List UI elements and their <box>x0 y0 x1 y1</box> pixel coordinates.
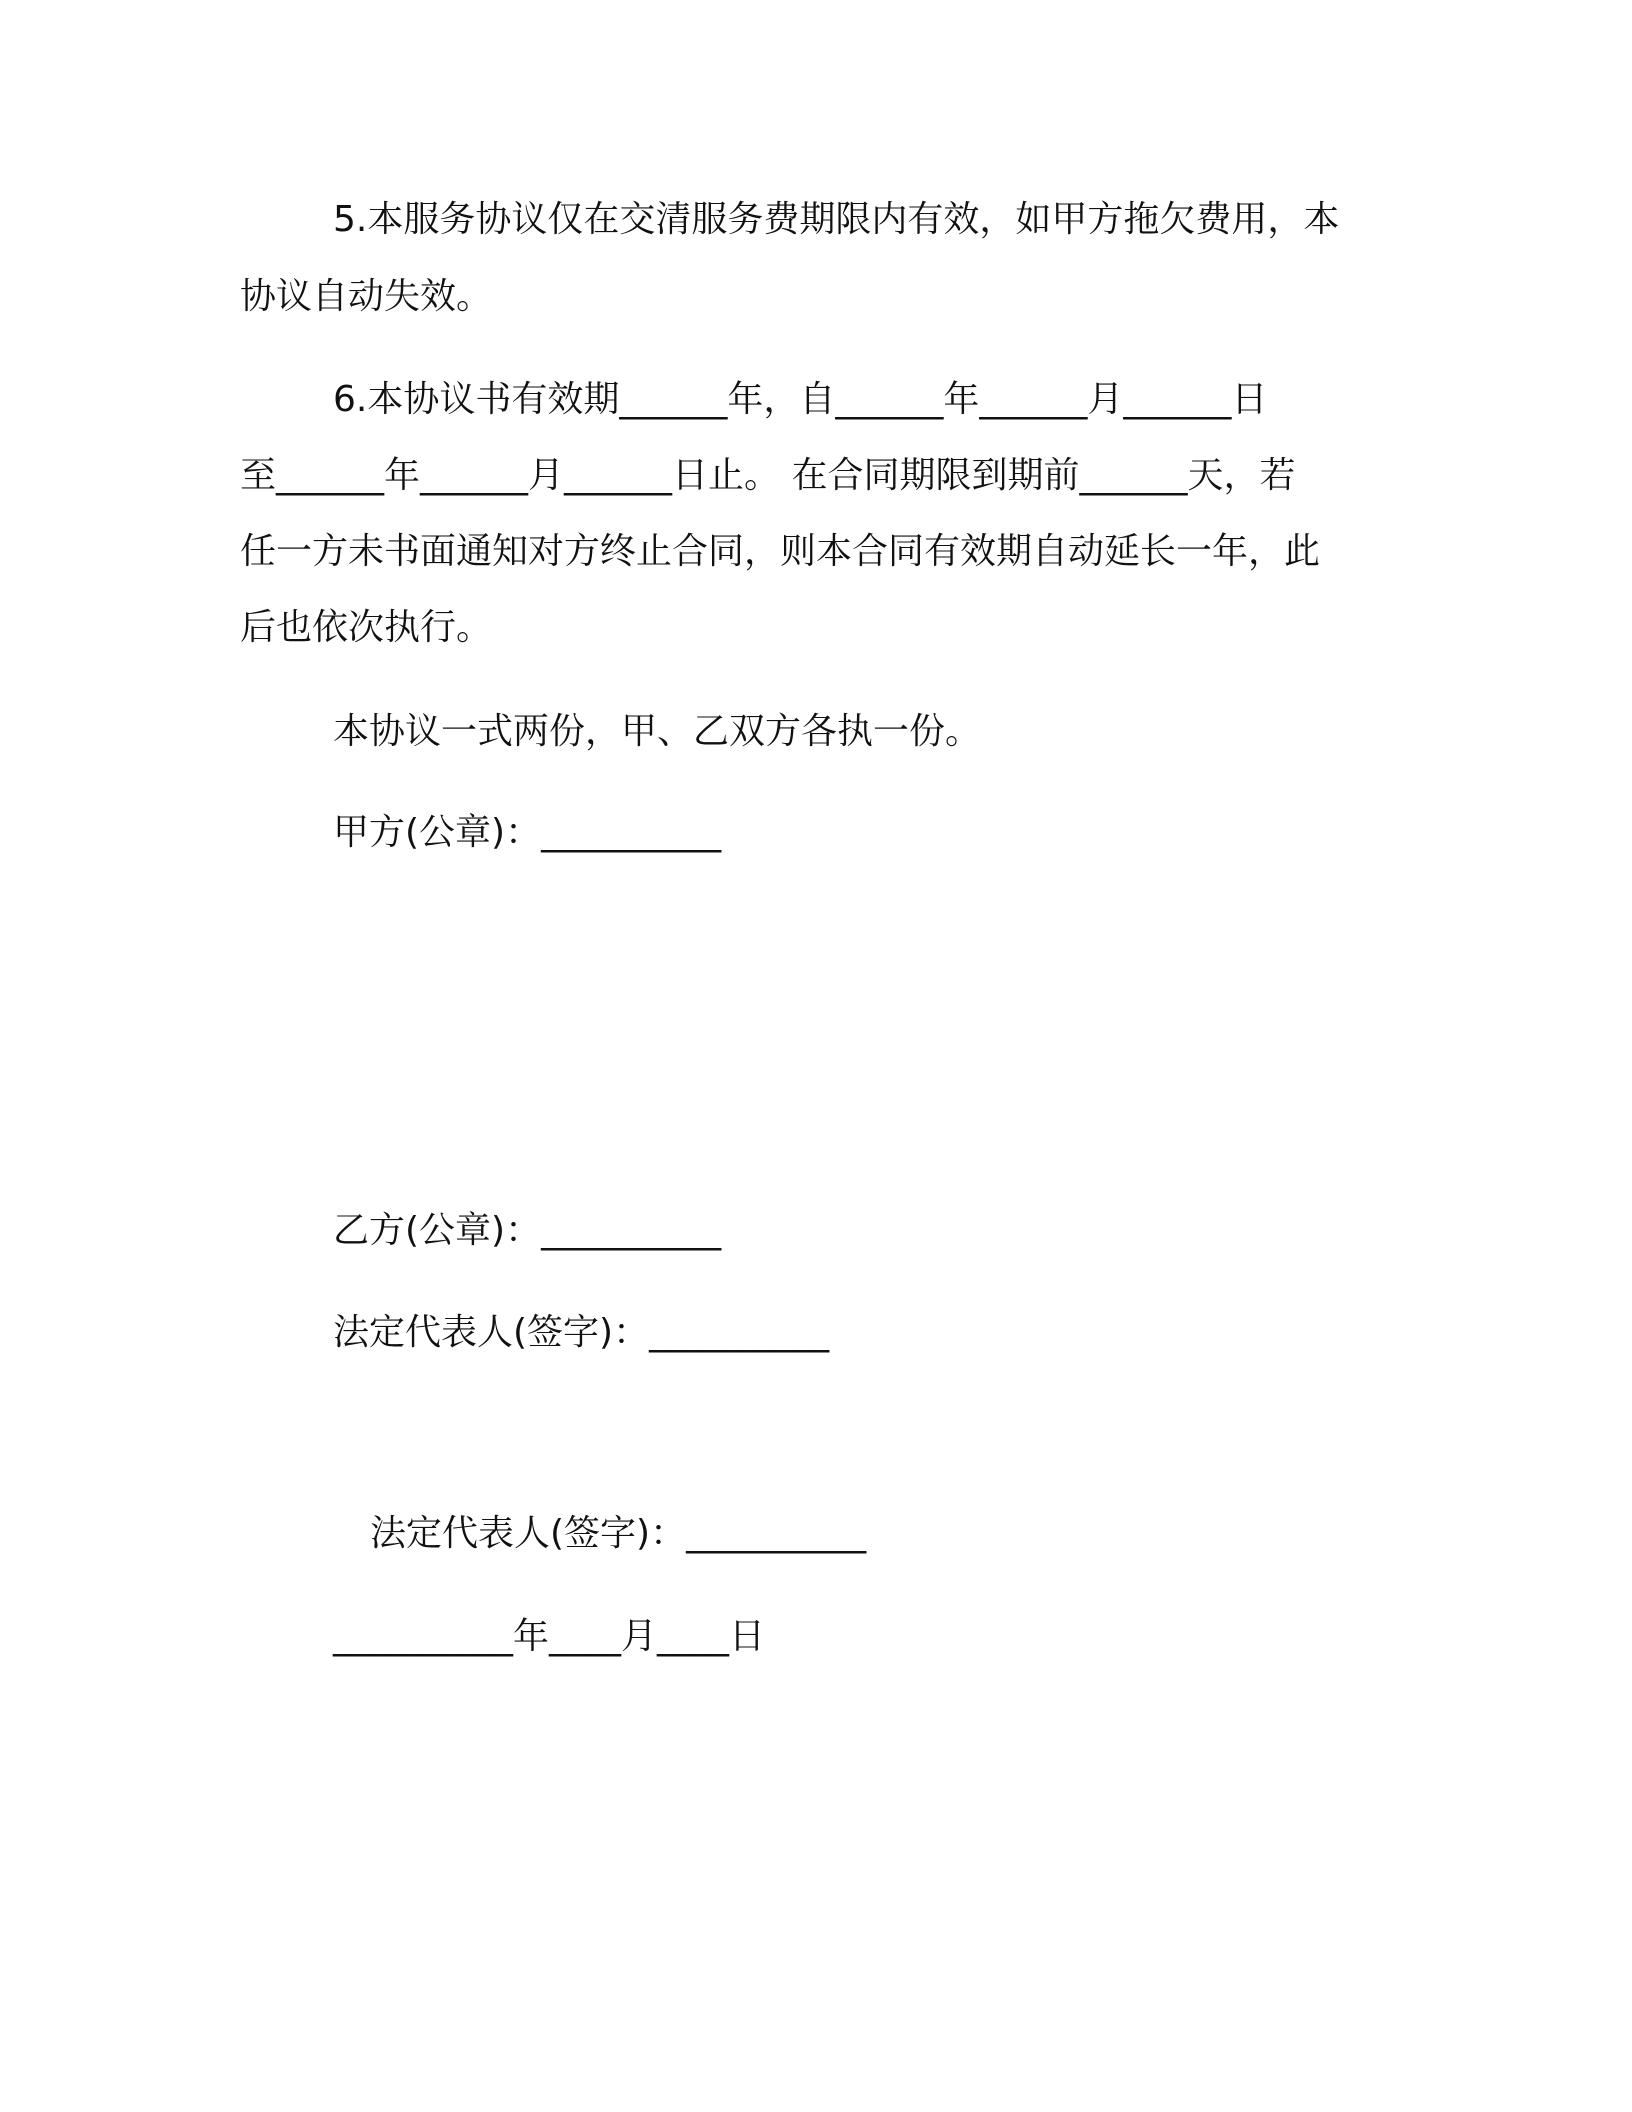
party-b-seal-line: 乙方(公章)：__________ <box>333 1210 722 1251</box>
copies-statement: 本协议一式两份，甲、乙双方各执一份。 <box>333 711 982 752</box>
clause-6-line-2: 至______年______月______日止。 在合同期限到期前______天，若 <box>240 455 1296 496</box>
legal-representative-signature-line: 法定代表人(签字)：__________ <box>333 1312 830 1353</box>
clause-5-line-2: 协议自动失效。 <box>240 276 493 317</box>
clause-6-line-1: 6.本协议书有效期______年，自______年______月______日 <box>333 379 1268 420</box>
clause-5-line-1: 5.本服务协议仅在交清服务费期限内有效，如甲方拖欠费用，本 <box>333 199 1340 240</box>
party-a-seal-line: 甲方(公章)：__________ <box>333 812 722 853</box>
date-line: __________年____月____日 <box>333 1616 765 1657</box>
clause-6-line-3: 任一方未书面通知对方终止合同，则本合同有效期自动延长一年，此 <box>240 531 1321 572</box>
legal-representative-signature-line-2: 法定代表人(签字)：__________ <box>370 1513 867 1554</box>
clause-6-line-4: 后也依次执行。 <box>240 607 493 648</box>
